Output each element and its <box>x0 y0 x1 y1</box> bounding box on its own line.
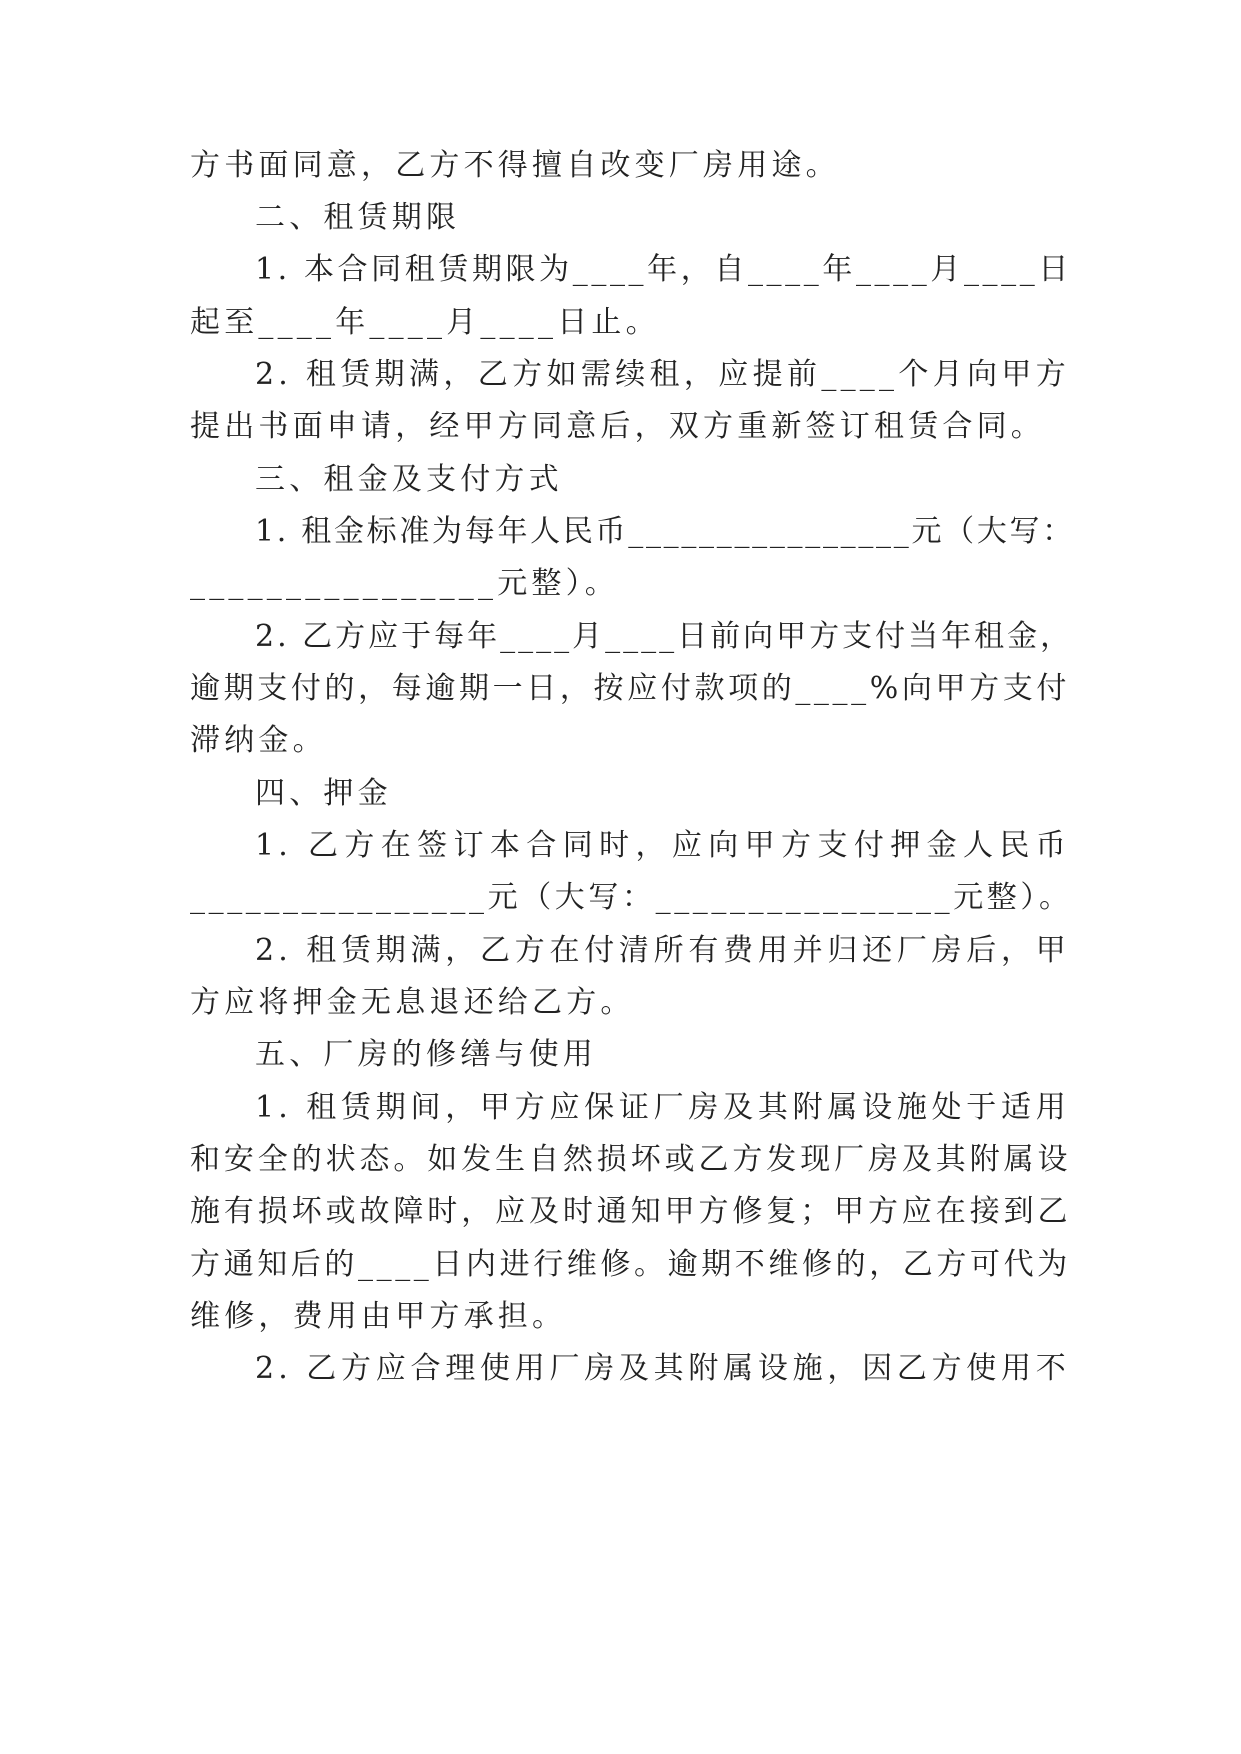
paragraph-line: ________________元（大写：________________元整）。 <box>190 880 1073 915</box>
paragraph-line: ________________元整）。 <box>190 566 619 601</box>
paragraph-line: 1. 租赁期间，甲方应保证厂房及其附属设施处于适用 <box>255 1090 1070 1125</box>
paragraph-line: 维修，费用由甲方承担。 <box>190 1299 567 1334</box>
paragraph-line: 提出书面申请，经甲方同意后，双方重新签订租赁合同。 <box>190 409 1045 444</box>
paragraph-line: 滞纳金。 <box>190 723 327 758</box>
paragraph-line: 起至____年____月____日止。 <box>190 305 660 340</box>
paragraph-line: 方书面同意，乙方不得擅自改变厂房用途。 <box>190 148 840 183</box>
paragraph-line: 逾期支付的，每逾期一日，按应付款项的____%向甲方支付 <box>190 671 1070 706</box>
paragraph-line: 2. 乙方应于每年____月____日前向甲方支付当年租金， <box>255 619 1074 654</box>
paragraph-line: 和安全的状态。如发生自然损坏或乙方发现厂房及其附属设 <box>190 1142 1072 1177</box>
paragraph-line: 方通知后的____日内进行维修。逾期不维修的，乙方可代为 <box>190 1247 1071 1282</box>
paragraph-line: 1. 租金标准为每年人民币________________元（大写： <box>255 514 1075 549</box>
paragraph-line: 1. 本合同租赁期限为____年，自____年____月____日 <box>255 252 1072 287</box>
paragraph-line: 方应将押金无息退还给乙方。 <box>190 985 635 1020</box>
section-heading: 五、厂房的修缮与使用 <box>255 1037 597 1072</box>
paragraph-line: 1. 乙方在签订本合同时，应向甲方支付押金人民币 <box>255 828 1070 863</box>
paragraph-line: 2. 乙方应合理使用厂房及其附属设施，因乙方使用不 <box>255 1351 1070 1386</box>
paragraph-line: 施有损坏或故障时，应及时通知甲方修复；甲方应在接到乙 <box>190 1194 1072 1229</box>
section-heading: 四、押金 <box>255 776 392 811</box>
paragraph-line: 2. 租赁期满，乙方在付清所有费用并归还厂房后，甲 <box>255 933 1070 968</box>
section-heading: 二、租赁期限 <box>255 200 461 235</box>
section-heading: 三、租金及支付方式 <box>255 462 563 497</box>
paragraph-line: 2. 租赁期满，乙方如需续租，应提前____个月向甲方 <box>255 357 1070 392</box>
